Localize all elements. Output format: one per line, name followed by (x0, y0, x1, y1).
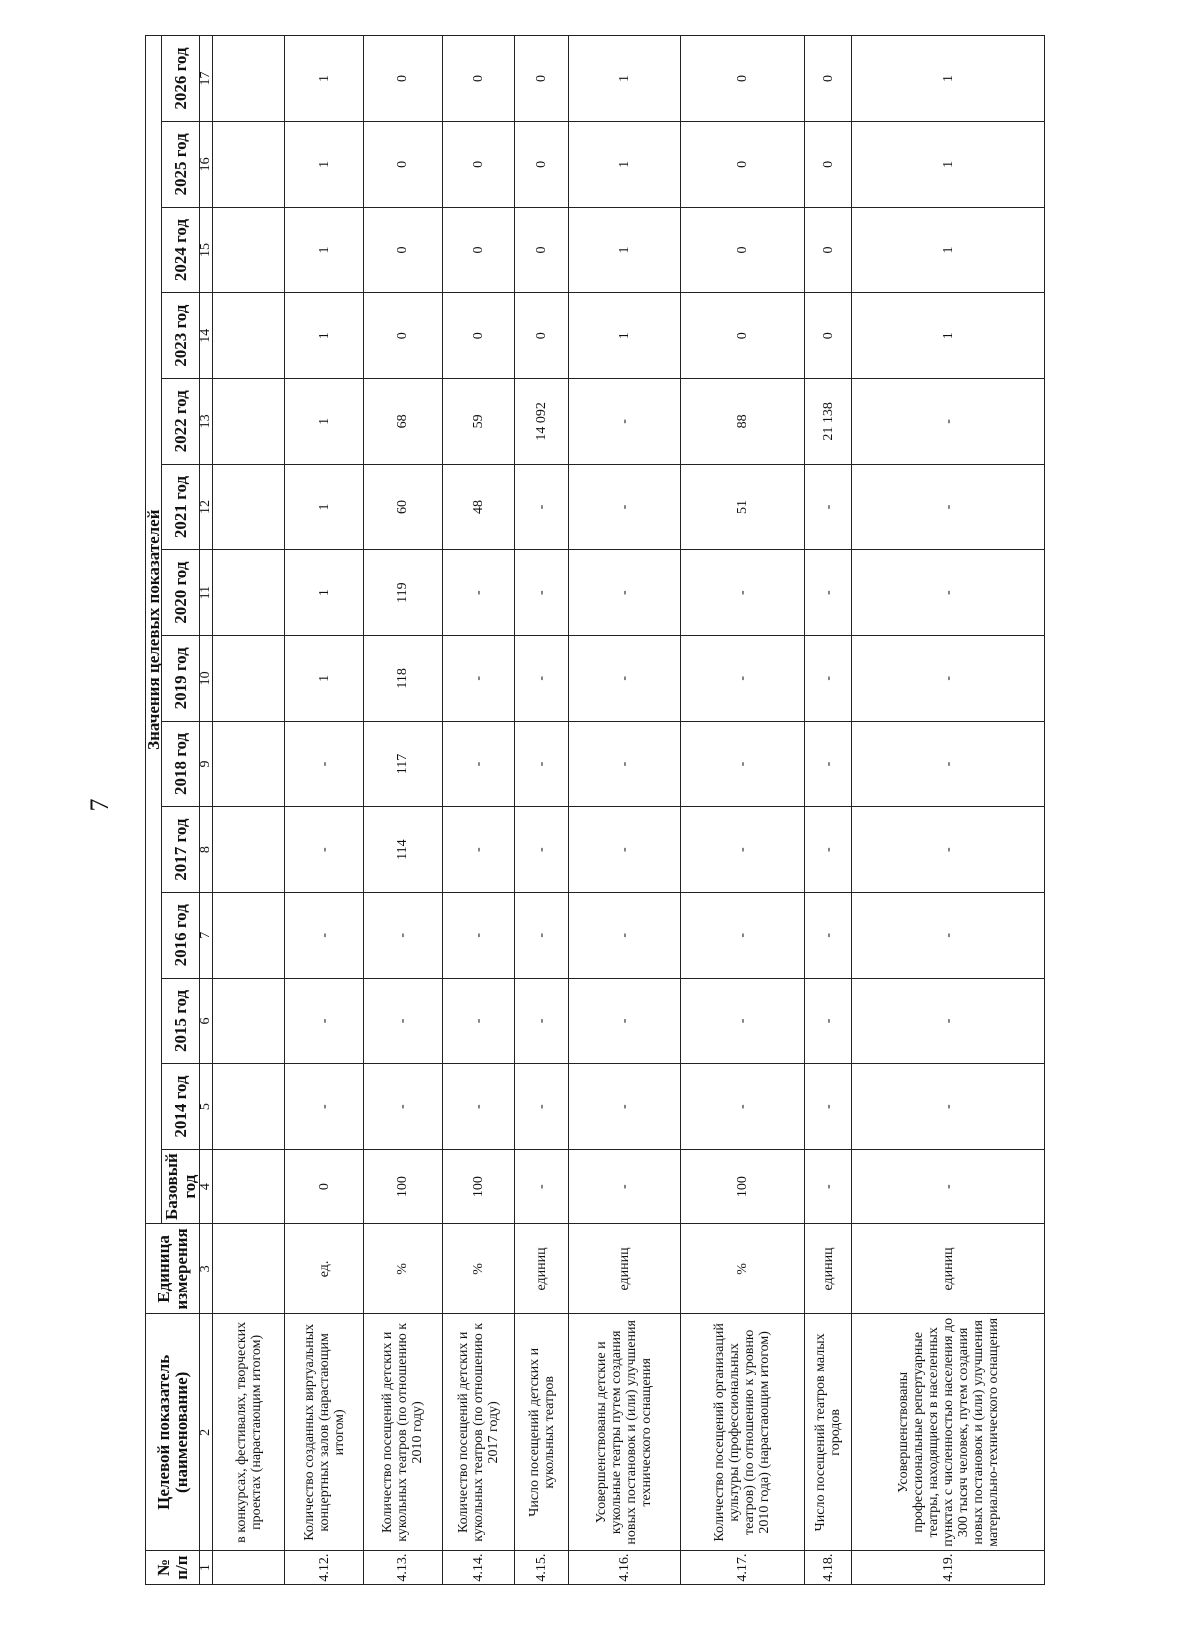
row-number: 4.18. (804, 1551, 852, 1585)
year-value-cell: - (568, 721, 680, 807)
year-value-cell: - (804, 892, 852, 978)
year-value-cell: - (285, 1064, 364, 1150)
year-value-cell: 0 (680, 207, 804, 293)
header-year: 2020 год (162, 550, 200, 636)
year-value-cell (213, 122, 285, 208)
year-value-cell: - (442, 892, 514, 978)
year-value-cell: - (568, 1064, 680, 1150)
year-value-cell: 0 (515, 293, 569, 379)
year-value-cell: - (515, 550, 569, 636)
year-value-cell: - (515, 635, 569, 721)
indicator-name: Количество посещений детских и кукольных театров (по отношению к 2010 году) (364, 1314, 443, 1551)
year-value-cell: - (568, 379, 680, 465)
table-body (213, 36, 1045, 1585)
indicator-name: Число посещений детских и кукольных театров (515, 1314, 569, 1551)
year-value-cell: 1 (568, 36, 680, 122)
header-year: 2022 год (162, 379, 200, 465)
table-row (442, 36, 514, 1585)
year-value-cell: 1 (285, 635, 364, 721)
column-number: 14 (200, 293, 213, 379)
year-value-cell: 48 (442, 464, 514, 550)
unit-cell: % (364, 1224, 443, 1314)
table-row (680, 36, 804, 1585)
table-row (515, 36, 569, 1585)
column-number: 1 (200, 1551, 213, 1585)
header-year: 2021 год (162, 464, 200, 550)
year-value-cell: - (515, 1064, 569, 1150)
year-value-cell: 0 (680, 293, 804, 379)
column-number: 16 (200, 122, 213, 208)
year-value-cell: 0 (515, 122, 569, 208)
year-value-cell: - (442, 978, 514, 1064)
base-year-value: 0 (285, 1149, 364, 1223)
column-number: 2 (200, 1314, 213, 1551)
year-value-cell: - (285, 978, 364, 1064)
base-year-value: - (852, 1149, 1045, 1223)
header-year: 2014 год (162, 1064, 200, 1150)
year-value-cell: 118 (364, 635, 443, 721)
year-value-cell (213, 807, 285, 893)
year-value-cell: - (568, 807, 680, 893)
header-year: 2025 год (162, 122, 200, 208)
page-number: 7 (85, 798, 114, 812)
year-value-cell: - (852, 635, 1045, 721)
header-number: № п/п (146, 1551, 200, 1585)
table-row (285, 36, 364, 1585)
year-value-cell: - (804, 1064, 852, 1150)
header-year: 2026 год (162, 36, 200, 122)
year-value-cell: 0 (442, 293, 514, 379)
year-value-cell: - (515, 464, 569, 550)
indicator-name: в конкурсах, фестивалях, творческих проектах (нарастающим итогом) (213, 1314, 285, 1551)
year-value-cell: 0 (804, 36, 852, 122)
indicator-name: Количество созданных виртуальных концертных залов (нарастающим итогом) (285, 1314, 364, 1551)
column-number: 8 (200, 807, 213, 893)
unit-cell: единиц (568, 1224, 680, 1314)
year-value-cell: - (852, 464, 1045, 550)
base-year-value: - (568, 1149, 680, 1223)
year-value-cell: - (442, 721, 514, 807)
year-value-cell: 0 (442, 207, 514, 293)
year-value-cell: - (852, 721, 1045, 807)
year-value-cell: 1 (568, 122, 680, 208)
column-number: 3 (200, 1224, 213, 1314)
year-value-cell: - (804, 550, 852, 636)
indicators-table (145, 35, 1045, 1585)
year-value-cell: 1 (285, 207, 364, 293)
row-number: 4.12. (285, 1551, 364, 1585)
year-value-cell: - (568, 550, 680, 636)
year-value-cell: - (852, 379, 1045, 465)
indicator-name: Число посещений театров малых городов (804, 1314, 852, 1551)
column-number: 7 (200, 892, 213, 978)
year-value-cell: - (804, 978, 852, 1064)
row-number: 4.15. (515, 1551, 569, 1585)
year-value-cell: - (852, 892, 1045, 978)
year-value-cell: 68 (364, 379, 443, 465)
header-year: 2018 год (162, 721, 200, 807)
year-value-cell: 1 (285, 379, 364, 465)
year-value-cell: 1 (852, 207, 1045, 293)
year-value-cell: - (680, 721, 804, 807)
year-value-cell: 0 (364, 122, 443, 208)
year-value-cell (213, 1064, 285, 1150)
year-value-cell: - (852, 978, 1045, 1064)
year-value-cell: 0 (364, 36, 443, 122)
year-value-cell: 0 (515, 207, 569, 293)
header-year: 2017 год (162, 807, 200, 893)
year-value-cell: - (852, 550, 1045, 636)
year-value-cell: 0 (515, 36, 569, 122)
year-value-cell: 0 (442, 122, 514, 208)
year-value-cell: 1 (285, 122, 364, 208)
column-number: 4 (200, 1149, 213, 1223)
year-value-cell: - (515, 892, 569, 978)
unit-cell: единиц (852, 1224, 1045, 1314)
year-value-cell: - (852, 807, 1045, 893)
year-value-cell: - (568, 892, 680, 978)
column-number: 5 (200, 1064, 213, 1150)
year-value-cell: 21 138 (804, 379, 852, 465)
year-value-cell: - (515, 978, 569, 1064)
row-number: 4.13. (364, 1551, 443, 1585)
header-unit: Единица измерения (146, 1224, 200, 1314)
year-value-cell: - (680, 807, 804, 893)
unit-cell: % (442, 1224, 514, 1314)
indicator-name: Количество посещений детских и кукольных театров (по отношению к 2017 году) (442, 1314, 514, 1551)
rotated-table-area (145, 35, 1045, 1585)
row-number: 4.17. (680, 1551, 804, 1585)
column-number: 15 (200, 207, 213, 293)
row-number: 4.16. (568, 1551, 680, 1585)
header-base-year: Базовый год (162, 1149, 200, 1223)
year-value-cell: - (804, 464, 852, 550)
table-row (568, 36, 680, 1585)
column-number: 13 (200, 379, 213, 465)
year-value-cell: - (568, 464, 680, 550)
year-value-cell (213, 379, 285, 465)
indicators-table-wrapper (145, 35, 1045, 1585)
year-value-cell: 59 (442, 379, 514, 465)
year-value-cell: - (804, 807, 852, 893)
base-year-value: 100 (680, 1149, 804, 1223)
indicator-name: Усовершенствованы детские и кукольные театры путем создания новых постановок и (или) улучшения технического оснащения (568, 1314, 680, 1551)
year-value-cell: 0 (680, 122, 804, 208)
year-value-cell: 1 (852, 293, 1045, 379)
column-number: 6 (200, 978, 213, 1064)
unit-cell: ед. (285, 1224, 364, 1314)
table-row (213, 36, 285, 1585)
year-value-cell (213, 892, 285, 978)
year-value-cell: 1 (568, 293, 680, 379)
row-number: 4.19. (852, 1551, 1045, 1585)
indicator-name: Количество посещений организаций культуры (профессиональных театров) (по отношению к уровню 2010 года) (нарастающим итогом) (680, 1314, 804, 1551)
year-value-cell: - (285, 892, 364, 978)
year-value-cell: 1 (852, 36, 1045, 122)
year-value-cell: 14 092 (515, 379, 569, 465)
year-value-cell: - (568, 635, 680, 721)
header-year: 2016 год (162, 892, 200, 978)
row-number (213, 1551, 285, 1585)
year-value-cell: - (804, 635, 852, 721)
year-value-cell: - (680, 1064, 804, 1150)
year-value-cell: 0 (442, 36, 514, 122)
column-number: 10 (200, 635, 213, 721)
year-value-cell: - (515, 807, 569, 893)
base-year-value: - (804, 1149, 852, 1223)
year-value-cell: 1 (285, 293, 364, 379)
base-year-value: - (515, 1149, 569, 1223)
table-row (852, 36, 1045, 1585)
year-value-cell (213, 207, 285, 293)
year-value-cell (213, 635, 285, 721)
year-value-cell (213, 550, 285, 636)
indicator-name: Усовершенствованы профессиональные репертуарные театры, находящиеся в населенных пунктах с численностью населения до 300 тысяч человек, путем создания новых постановок и (или) улучшения материально-технического оснащения (852, 1314, 1045, 1551)
year-value-cell: 60 (364, 464, 443, 550)
year-value-cell: - (364, 892, 443, 978)
header-year: 2024 год (162, 207, 200, 293)
year-value-cell: 0 (804, 293, 852, 379)
year-value-cell: - (285, 807, 364, 893)
column-number: 12 (200, 464, 213, 550)
year-value-cell: - (804, 721, 852, 807)
year-value-cell: 1 (285, 550, 364, 636)
year-value-cell (213, 978, 285, 1064)
year-value-cell: 114 (364, 807, 443, 893)
year-value-cell: - (364, 1064, 443, 1150)
year-value-cell (213, 293, 285, 379)
year-value-cell: 1 (285, 36, 364, 122)
year-value-cell: 1 (285, 464, 364, 550)
column-number: 11 (200, 550, 213, 636)
year-value-cell: - (442, 550, 514, 636)
year-value-cell: 0 (804, 207, 852, 293)
year-value-cell: 88 (680, 379, 804, 465)
year-value-cell (213, 464, 285, 550)
header-year: 2015 год (162, 978, 200, 1064)
column-number: 17 (200, 36, 213, 122)
table-row (364, 36, 443, 1585)
year-value-cell: - (680, 978, 804, 1064)
year-value-cell: - (680, 892, 804, 978)
year-value-cell (213, 36, 285, 122)
year-value-cell: - (568, 978, 680, 1064)
header-target-values: Значения целевых показателей (146, 36, 162, 1224)
header-year: 2023 год (162, 293, 200, 379)
unit-cell: % (680, 1224, 804, 1314)
header-year: 2019 год (162, 635, 200, 721)
year-value-cell: - (680, 550, 804, 636)
unit-cell: единиц (804, 1224, 852, 1314)
year-value-cell: - (852, 1064, 1045, 1150)
year-value-cell: 0 (680, 36, 804, 122)
year-value-cell: 0 (804, 122, 852, 208)
year-value-cell: 0 (364, 293, 443, 379)
column-number: 9 (200, 721, 213, 807)
year-value-cell: 117 (364, 721, 443, 807)
year-value-cell: 0 (364, 207, 443, 293)
year-value-cell: 51 (680, 464, 804, 550)
year-value-cell: - (680, 635, 804, 721)
base-year-value (213, 1149, 285, 1223)
row-number: 4.14. (442, 1551, 514, 1585)
unit-cell: единиц (515, 1224, 569, 1314)
year-value-cell: - (442, 1064, 514, 1150)
table-row (804, 36, 852, 1585)
year-value-cell: - (442, 635, 514, 721)
year-value-cell: - (285, 721, 364, 807)
header-indicator-name: Целевой показатель (наименование) (146, 1314, 200, 1551)
base-year-value: 100 (442, 1149, 514, 1223)
year-value-cell (213, 721, 285, 807)
year-value-cell: - (515, 721, 569, 807)
year-value-cell: 1 (852, 122, 1045, 208)
year-value-cell: - (442, 807, 514, 893)
year-value-cell: 1 (568, 207, 680, 293)
year-value-cell: 119 (364, 550, 443, 636)
unit-cell (213, 1224, 285, 1314)
base-year-value: 100 (364, 1149, 443, 1223)
year-value-cell: - (364, 978, 443, 1064)
